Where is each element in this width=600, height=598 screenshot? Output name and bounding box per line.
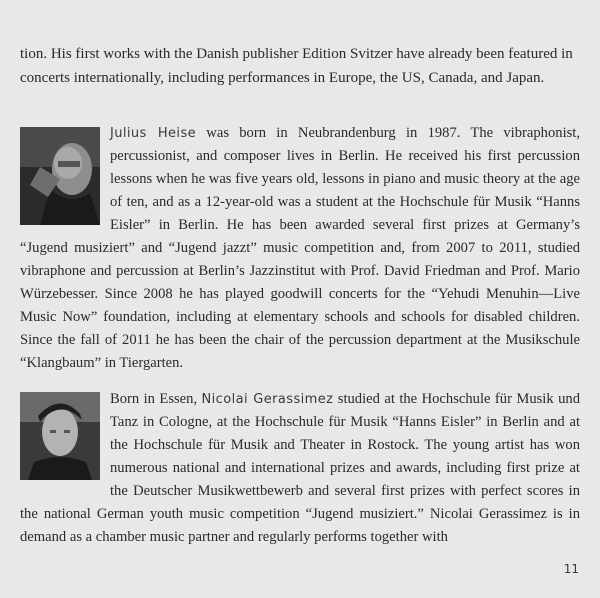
- bio-text: Born in Essen, Nicolai Gerassimez studied at the Hochschule für Musik und Tanz in Cologne, at the Hochschule für Musik “Hanns Eisler” in Berlin and at the Hochschule für Musik and Theater in Rostock. The young artist has won numerous national and international prizes and awards, including first prize at the Deutscher Musikwettbewerb and several first prizes with perfect scores in the national German youth music competition “Jugend musiziert.” Nicolai Gerassimez is in demand as a chamber music partner and regularly performs together with: [20, 391, 580, 545]
- bio-text: Julius Heise was born in Neubrandenburg in 1987. The vibraphonist, percussionist, and composer lives in Berlin. He received his first percussion lessons when he was five years old, lessons in piano and music theory at the age of ten, and as a 12-year-old was a student at the Hochschule für Musik “Hanns Eisler” in Berlin. He has been awarded several first prizes at Germany’s “Jugend musiziert” and “Jugend jazzt” music competition and, from 2007 to 2011, studied vibraphone and percussion at Berlin’s Jazzinstitut with Prof. David Friedman and Prof. Mario Würzebesser. Since 2008 he has played goodwill concerts for the “Yehudi Menuhin—Live Music Now” foundation, including at elementary schools and schools for disabled children. Since the fall of 2011 he has been the chair of the percussion department at the Musikschule “Klangbaum” in Tiergarten.: [20, 125, 580, 371]
- bio-julius-heise: [20, 122, 580, 375]
- portrait-nicolai-gerassimez: [20, 392, 100, 480]
- page-number: 11: [563, 562, 579, 576]
- intro-paragraph: tion. His first works with the Danish publisher Edition Svitzer have already been featured in concerts internationally, including performances in Europe, the US, Canada, and Japan.: [20, 46, 573, 86]
- bio-name: Julius Heise: [110, 126, 197, 141]
- bio-nicolai-gerassimez: [20, 388, 580, 549]
- bio-name: Nicolai Gerassimez: [201, 392, 334, 407]
- portrait-julius-heise: [20, 127, 100, 225]
